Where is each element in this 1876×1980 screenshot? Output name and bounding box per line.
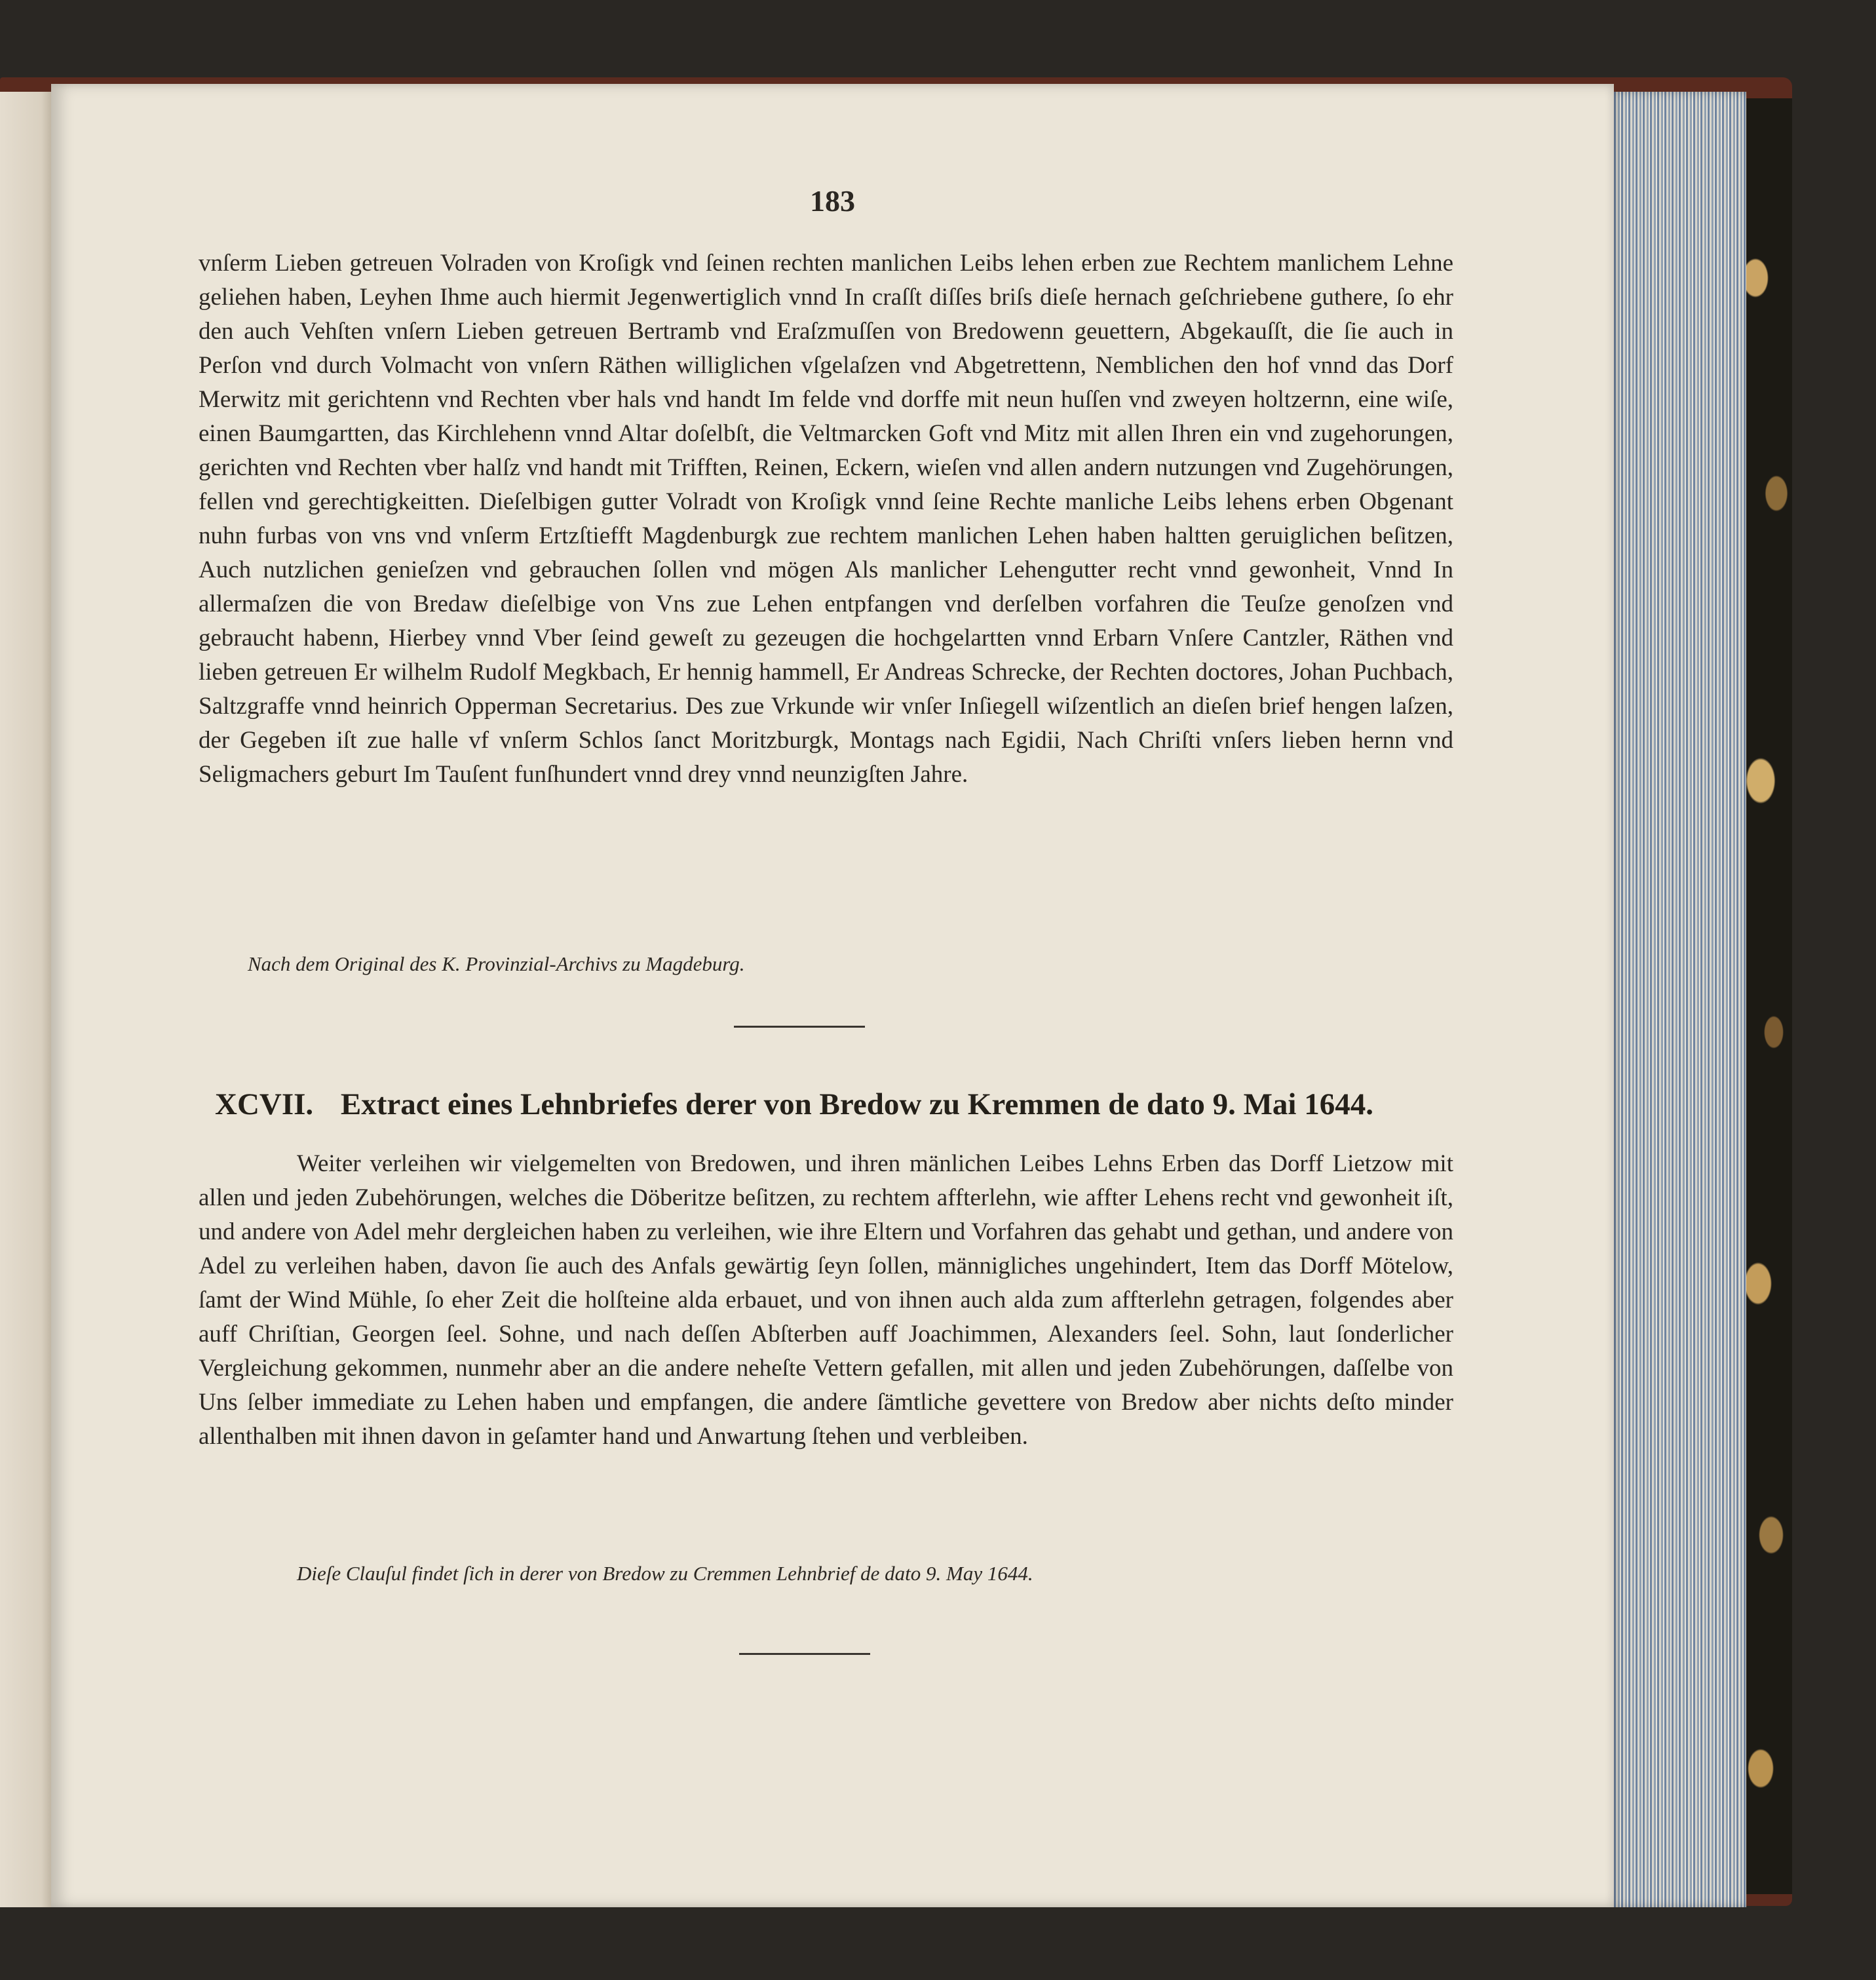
book-page	[51, 84, 1614, 1907]
entry-a-body	[199, 246, 1453, 792]
divider	[739, 1653, 870, 1655]
section-heading	[215, 1087, 1460, 1122]
entry-a-source: Nach dem Original des K. Provinzial-Archivs zu Magdeburg.	[248, 952, 745, 975]
section-number: XCVII.	[215, 1087, 314, 1121]
divider	[734, 1026, 865, 1028]
entry-a-text: vnſerm Lieben getreuen Volraden von Kroſigk vnd ſeinen rechten manlichen Leibs lehen erben zue Rechtem manlichem Lehne geliehen haben, Leyhen Ihme auch hiermit Jegenwertiglich vnnd In craſſt diſſes briſs dieſe hernach geſchriebene guthere, ſo ehr den auch Vehſten vnſern Lieben getreuen Bertramb vnd Eraſzmuſſen von Bredowenn geuettern, Abgekauſſt, die ſie auch in Perſon vnd durch Volmacht von vnſern Räthen williglichen vſgelaſzen vnd Abgetrettenn, Nemblichen den hof vnnd das Dorf Merwitz mit gerichtenn vnd Rechten vber hals vnd handt Im felde vnd dorffe mit neun huſſen vnd zweyen holtzernn, eine wiſe, einen Baumgartten, das Kirchlehenn vnnd Altar doſelbſt, die Veltmarcken Goft vnd Mitz mit allen Ihren ein vnd zugehorungen, gerichten vnd Rechten vber halſz vnd handt mit Trifften, Reinen, Eckern, wieſen vnd allen andern nutzungen vnd Zugehörungen, fellen vnd gerechtigkeitten. Dieſelbigen gutter Volradt von Kroſigk vnnd ſeine Rechte manliche Leibs lehens erben Obgenant nuhn furbas von vns vnd vnſerm Ertzſtiefft Magdenburgk zue rechtem manlichen Lehen haben haltten geruiglichen beſitzen, Auch nutzlichen genieſzen vnd gebrauchen ſollen vnd mögen Als manlicher Lehengutter recht vnnd gewonheit, Vnnd In allermaſzen die von Bredaw dieſelbige von Vns zue Lehen entpfangen vnd derſelben vorfahren die Teuſze genoſzen vnd gebraucht habenn, Hierbey vnnd Vber ſeind geweſt zu gezeugen die hochgelartten vnnd Erbarn Vnſere Cantzler, Räthen vnd lieben getreuen Er wilhelm Rudolf Megkbach, Er hennig hammell, Er Andreas Schrecke, der Rechten doctores, Johan Puchbach, Saltzgraffe vnnd heinrich Opperman Secretarius. Des zue Vrkunde wir vnſer Inſiegell wiſzentlich an dieſen brief hengen laſzen, der Gegeben iſt zue halle vf vnſerm Schlos ſanct Moritzburgk, Montags nach Egidii, Nach Chriſti vnſers lieben hernn vnd Seligmachers geburt Im Tauſent funſhundert vnnd drey vnnd neunzigſten Jahre.	[199, 250, 1453, 788]
section-title: Extract eines Lehnbriefes derer von Bredow zu Kremmen de dato 9. Mai 1644.	[340, 1087, 1373, 1121]
marbled-edge	[1740, 98, 1792, 1894]
entry-b-source: Dieſe Clauſul findet ſich in derer von Bredow zu Cremmen Lehnbrief de dato 9. May 1644.	[297, 1562, 1033, 1585]
page-number: 183	[810, 184, 855, 218]
entry-b-body	[199, 1147, 1453, 1454]
left-page-edge	[0, 92, 55, 1907]
page-edges	[1609, 92, 1746, 1907]
entry-b-text: Weiter verleihen wir vielgemelten von Bredowen, und ihren mänlichen Leibes Lehns Erben das Dorff Lietzow mit allen und jeden Zubehörungen, welches die Döberitze beſitzen, zu rechtem affterlehn, wie affter Lehens recht vnd gewonheit iſt, und andere von Adel mehr dergleichen haben zu verleihen, wie ihre Eltern und Vorfahren das gehabt und gethan, und andere von Adel zu verleihen haben, davon ſie auch des Anfals gewärtig ſeyn ſollen, männigliches ungehindert, Item das Dorff Mötelow, ſamt der Wind Mühle, ſo eher Zeit die holſteine alda erbauet, und von ihnen auch alda zum affterlehn getragen, folgendes aber auff Chriſtian, Georgen ſeel. Sohne, und nach deſſen Abſterben auff Joachimmen, Alexanders ſeel. Sohn, laut ſonderlicher Vergleichung gekommen, nunmehr aber an die andere neheſte Vettern gefallen, mit allen und jeden Zubehörungen, daſſelbe von Uns ſelber immediate zu Lehen haben und empfangen, die andere ſämtliche gevettere von Bredow aber nichts deſto minder allenthalben mit ihnen davon in geſamter hand und Anwartung ſtehen und verbleiben.	[199, 1150, 1453, 1450]
